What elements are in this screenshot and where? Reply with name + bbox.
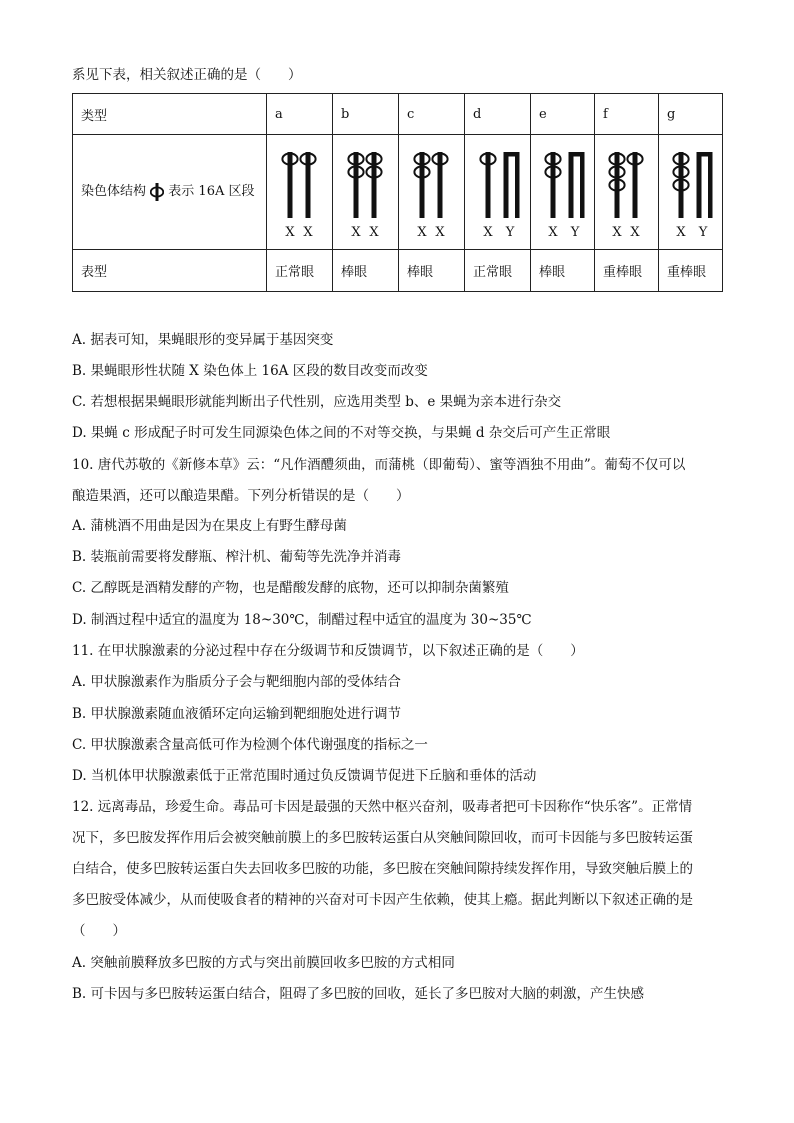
q10-option-a: A. 蒲桃酒不用曲是因为在果皮上有野生酵母菌 [72,518,347,534]
chromosome-label: X [302,225,313,240]
structure-label [73,135,267,250]
q12-stem-line1: 12. 远离毒品，珍爱生命。毒品可卡因是最强的天然中枢兴奋剂，吸毒者把可卡因称作“快乐客”。正常情 [72,799,693,815]
q11-option-a: A. 甲状腺激素作为脂质分子会与靶细胞内部的受体结合 [72,674,401,690]
phenotype-cell: 重棒眼 [595,250,659,292]
q12-stem-line2: 况下，多巴胺发挥作用后会被突触前膜上的多巴胺转运蛋白从突触间隙回收，而可卡因能与多巴胺转运蛋 [72,830,693,846]
q12-option-a: A. 突触前膜释放多巴胺的方式与突出前膜回收多巴胺的方式相同 [72,955,455,971]
chromosome-label: X [368,225,379,240]
x-chromosome [627,152,642,218]
q9-option-b: B. 果蝇眼形性状随 X 染色体上 16A 区段的数目改变而改变 [72,363,428,379]
phenotype-cell: 正常眼 [465,250,531,292]
chromosome-pair-e [531,135,595,250]
phenotype-cell: 棒眼 [333,250,399,292]
header-cell: b [333,94,399,135]
chromosome-diagram [270,142,330,242]
chromosome-table [72,93,723,292]
chromosome-diagram [336,142,396,242]
q10-stem-line2: 酿造果酒，还可以酿造果醋。下列分析错误的是（ ） [72,488,410,504]
chromosome-pair-b [333,135,399,250]
band-16a-icon [150,183,164,201]
x-chromosome [545,152,560,218]
chromosome-pair-g [659,135,723,250]
chromosome-pair-a [267,135,333,250]
chromosome-label: X [547,225,558,240]
chromosome-label: Y [505,225,514,240]
q9-option-c: C. 若想根据果蝇眼形就能判断出子代性别，应选用类型 b、e 果蝇为亲本进行杂交 [72,394,562,410]
structure-label-post: 表示 16A 区段 [168,184,255,199]
header-cell: e [531,94,595,135]
phenotype-cell: 棒眼 [531,250,595,292]
table-structure-row [73,135,723,250]
table-header-row [73,94,723,135]
q11-stem: 11. 在甲状腺激素的分泌过程中存在分级调节和反馈调节，以下叙述正确的是（ ） [72,643,584,659]
chromosome-label: Y [570,225,579,240]
header-cell: a [267,94,333,135]
chromosome-diagram [468,142,528,242]
phenotype-cell: 棒眼 [399,250,465,292]
q11-option-b: B. 甲状腺激素随血液循环定向运输到靶细胞处进行调节 [72,706,402,722]
q9-option-a: A. 据表可知，果蝇眼形的变异属于基因突变 [72,332,334,348]
x-chromosome [673,152,688,218]
q10-option-c: C. 乙醇既是酒精发酵的产物，也是醋酸发酵的底物，还可以抑制杂菌繁殖 [72,580,509,596]
chromosome-label: X [482,225,493,240]
q11-option-c: C. 甲状腺激素含量高低可作为检测个体代谢强度的指标之一 [72,737,428,753]
table-phenotype-row [73,250,723,292]
x-chromosome [348,152,363,218]
chromosome-label: X [434,225,445,240]
y-chromosome [696,152,712,218]
y-chromosome [568,152,584,218]
header-cell: d [465,94,531,135]
chromosome-pair-d [465,135,531,250]
chromosome-label: X [611,225,622,240]
chromosome-diagram [533,142,593,242]
header-cell: c [399,94,465,135]
q9-intro: 系见下表，相关叙述正确的是（ ） [72,67,302,83]
y-chromosome [503,152,519,218]
q11-option-d: D. 当机体甲状腺激素低于正常范围时通过负反馈调节促进下丘脑和垂体的活动 [72,768,537,784]
phenotype-cell: 正常眼 [267,250,333,292]
q10-option-d: D. 制酒过程中适宜的温度为 18~30℃，制醋过程中适宜的温度为 30~35℃ [72,612,532,628]
x-chromosome [432,152,447,218]
phenotype-cell: 重棒眼 [659,250,723,292]
structure-label-pre: 染色体结构 [81,184,147,199]
chromosome-label: X [284,225,295,240]
x-chromosome [300,152,315,218]
chromosome-label: Y [698,225,707,240]
x-chromosome [414,152,429,218]
header-cell: f [595,94,659,135]
chromosome-diagram [402,142,462,242]
q10-stem-line1: 10. 唐代苏敬的《新修本草》云：“凡作酒醴须曲，而蒲桃（即葡萄）、蜜等酒独不用曲”。葡萄不仅可以 [72,457,686,473]
header-cell: g [659,94,723,135]
q12-stem-line3: 白结合，使多巴胺转运蛋白失去回收多巴胺的功能，多巴胺在突触间隙持续发挥作用，导致突触后膜上的 [72,861,693,877]
x-chromosome [282,152,297,218]
x-chromosome [480,152,495,218]
chromosome-pair-c [399,135,465,250]
q10-option-b: B. 装瓶前需要将发酵瓶、榨汁机、葡萄等先洗净并消毒 [72,549,402,565]
phenotype-label: 表型 [73,250,267,292]
q12-stem-line4: 多巴胺受体减少，从而使吸食者的精神的兴奋对可卡因产生依赖，使其上瘾。据此判断以下叙述正确的是 [72,892,693,908]
q12-stem-line5: （ ） [72,923,126,939]
q12-option-b: B. 可卡因与多巴胺转运蛋白结合，阻碍了多巴胺的回收，延长了多巴胺对大脑的刺激，产生快感 [72,986,645,1002]
chromosome-label: X [629,225,640,240]
x-chromosome [609,152,624,218]
header-cell: 类型 [73,94,267,135]
chromosome-label: X [350,225,361,240]
x-chromosome [366,152,381,218]
chromosome-pair-f [595,135,659,250]
chromosome-label: X [416,225,427,240]
q9-option-d: D. 果蝇 c 形成配子时可发生同源染色体之间的不对等交换，与果蝇 d 杂交后可产生正常眼 [72,425,611,441]
chromosome-label: X [675,225,686,240]
chromosome-diagram [597,142,657,242]
chromosome-diagram [661,142,721,242]
